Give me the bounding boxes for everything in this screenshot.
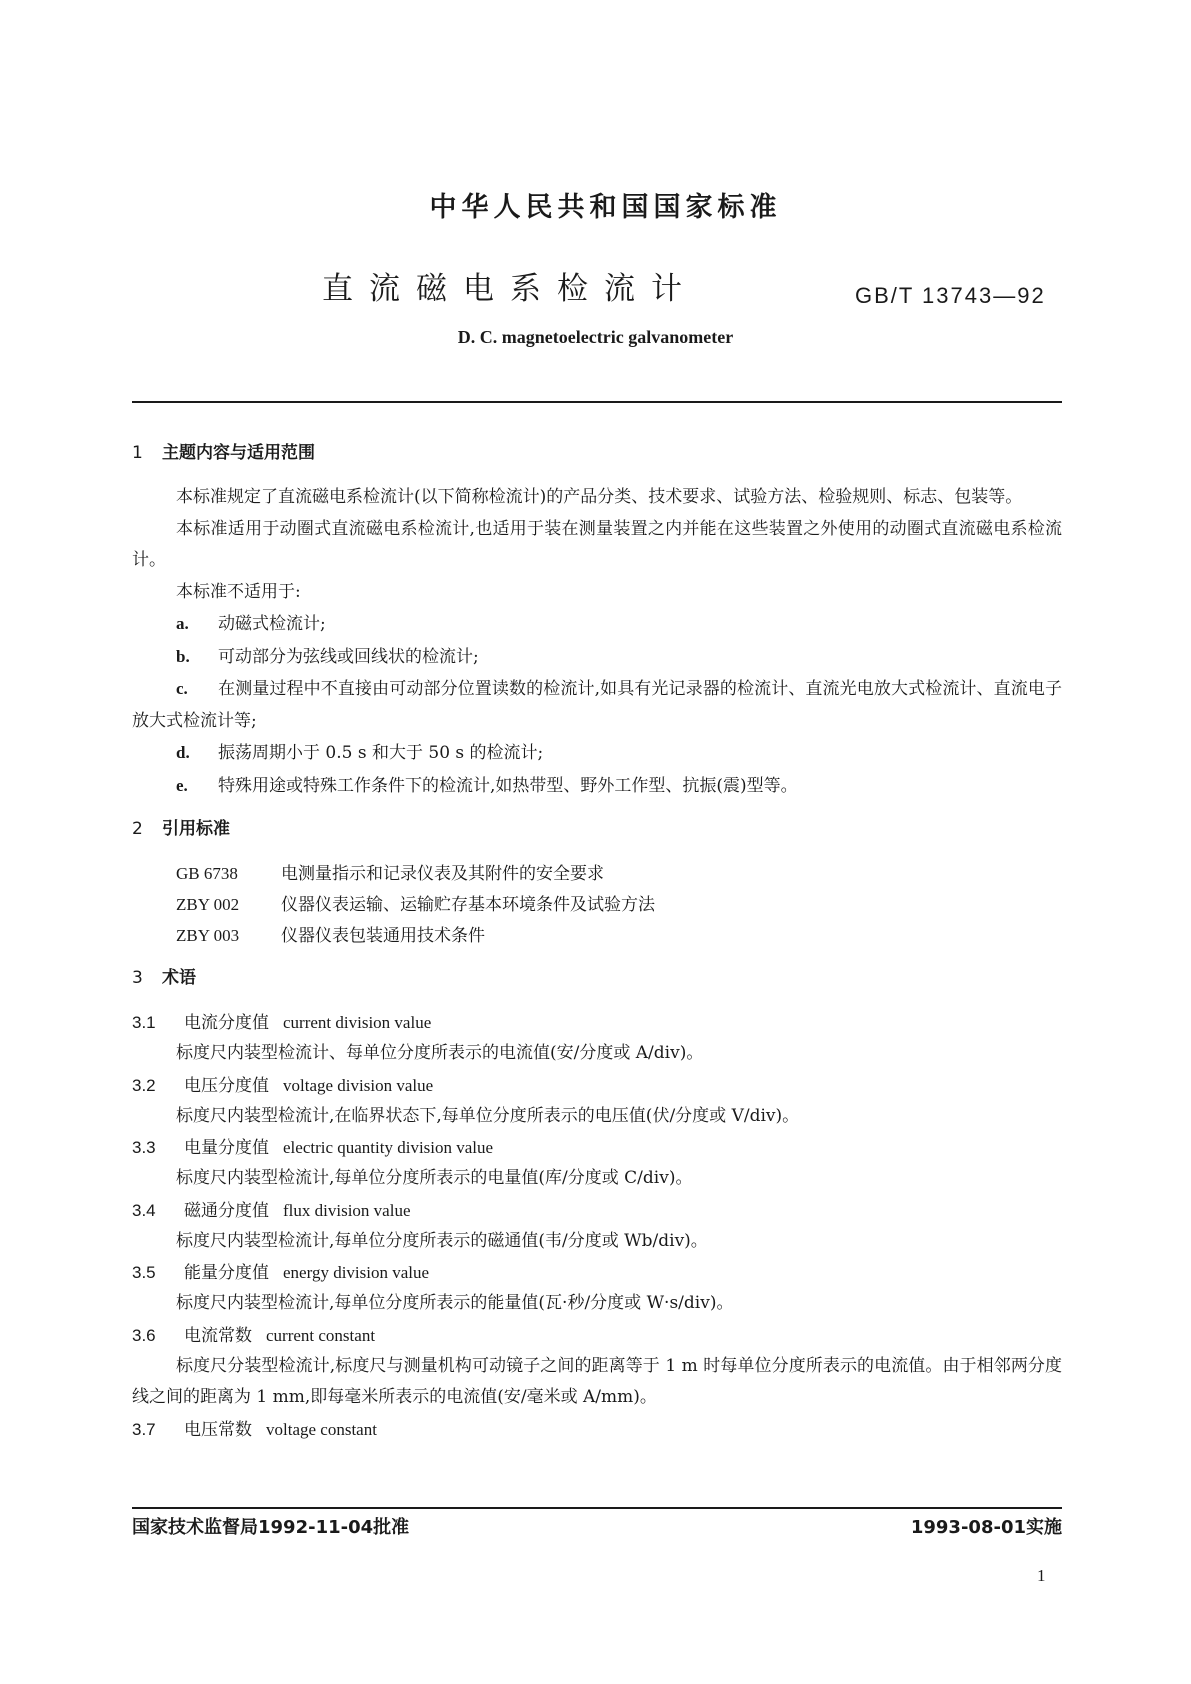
document-body: [132, 436, 1062, 1451]
section-heading: [132, 961, 1062, 995]
list-item: [132, 608, 1062, 641]
reference-code: GB 6738: [176, 864, 238, 883]
list-text: 在测量过程中不直接由可动部分位置读数的检流计,如具有光记录器的检流计、直流光电放大式检流计、直流电子放大式检流计等;: [132, 679, 1062, 731]
section-number: 2: [132, 819, 143, 839]
section-number: 3: [132, 968, 143, 988]
reference-title: 电测量指示和记录仪表及其附件的安全要求: [281, 864, 604, 884]
footer-divider: [132, 1507, 1062, 1509]
term-heading: [132, 1070, 1062, 1101]
reference-list: [176, 858, 1062, 951]
section-title: 术语: [162, 968, 196, 988]
reference-code: ZBY 003: [176, 926, 240, 945]
paragraph: 本标准不适用于:: [176, 581, 301, 602]
term-heading: [132, 1414, 1062, 1445]
term-definition: 标度尺内装型检流计,每单位分度所表示的电量值(库/分度或 C/div)。: [176, 1168, 693, 1188]
term-definition: 标度尺内装型检流计,每单位分度所表示的能量值(瓦·秒/分度或 W·s/div)。: [176, 1293, 734, 1313]
term-definition: 标度尺内装型检流计,在临界状态下,每单位分度所表示的电压值(伏/分度或 V/div)。: [176, 1105, 800, 1126]
page-number: 1: [1037, 1566, 1046, 1585]
term-cn: 电压分度值: [184, 1075, 269, 1096]
section-heading: [132, 812, 1062, 846]
list-label: a.: [176, 614, 189, 633]
list-item: [132, 641, 1062, 674]
list-label: e.: [176, 775, 188, 795]
reference-title: 仪器仪表包装通用技术条件: [281, 926, 485, 946]
reference-item: [176, 920, 1062, 951]
list-item: [132, 770, 1062, 803]
term-cn: 电压常数: [184, 1419, 252, 1440]
paragraph: 本标准规定了直流磁电系检流计(以下简称检流计)的产品分类、技术要求、试验方法、检验规则、标志、包装等。: [176, 487, 1023, 507]
term-definition: 标度尺内装型检流计,每单位分度所表示的磁通值(韦/分度或 Wb/div)。: [176, 1230, 708, 1251]
term-number: 3.4: [132, 1200, 156, 1220]
section-3: [132, 961, 1062, 1445]
list-text: 动磁式检流计;: [218, 614, 326, 634]
term-heading: [132, 1132, 1062, 1163]
list-label: d.: [176, 743, 190, 762]
implementation-date: 1993-08-01实施: [910, 1517, 1062, 1538]
paragraph: 本标准适用于动圈式直流磁电系检流计,也适用于装在测量装置之内并能在这些装置之外使用的动圈式直流磁电系检流计。: [132, 518, 1062, 570]
standard-title-cn: 直流磁电系检流计: [322, 271, 698, 307]
section-number: 1: [132, 443, 143, 463]
term-en: voltage division value: [283, 1075, 434, 1095]
section-title: 主题内容与适用范围: [162, 443, 315, 463]
term-en: voltage constant: [266, 1419, 377, 1439]
reference-title: 仪器仪表运输、运输贮存基本环境条件及试验方法: [281, 895, 655, 915]
section-title: 引用标准: [162, 819, 230, 839]
term-heading: [132, 1257, 1062, 1288]
term-number: 3.2: [132, 1075, 156, 1095]
term-en: energy division value: [283, 1263, 430, 1282]
list-text: 特殊用途或特殊工作条件下的检流计,如热带型、野外工作型、抗振(震)型等。: [218, 775, 798, 796]
term-en: current constant: [266, 1325, 376, 1345]
term-cn: 磁通分度值: [184, 1200, 269, 1221]
term-en: flux division value: [283, 1200, 411, 1220]
term-cn: 电流分度值: [184, 1013, 269, 1033]
header-divider: [132, 401, 1062, 403]
reference-item: [176, 889, 1062, 920]
reference-code: ZBY 002: [176, 895, 240, 914]
standard-number: GB/T 13743—92: [855, 283, 1046, 308]
standard-title-en: D. C. magnetoelectric galvanometer: [457, 327, 734, 347]
term-en: electric quantity division value: [283, 1138, 494, 1157]
term-definition: 标度尺内装型检流计、每单位分度所表示的电流值(安/分度或 A/div)。: [176, 1043, 704, 1063]
term-heading: [132, 1195, 1062, 1226]
term-cn: 电流常数: [184, 1325, 252, 1346]
approval-date: 国家技术监督局1992-11-04批准: [132, 1517, 410, 1538]
list-label: c.: [176, 679, 188, 698]
term-number: 3.1: [132, 1013, 156, 1032]
list-label: b.: [176, 646, 190, 666]
term-number: 3.5: [132, 1263, 156, 1282]
list-text: 振荡周期小于 0.5 s 和大于 50 s 的检流计;: [218, 743, 544, 763]
term-heading: [132, 1007, 1062, 1038]
national-standard-heading: 中华人民共和国国家标准: [429, 192, 782, 223]
section-heading: [132, 436, 1062, 470]
term-cn: 能量分度值: [184, 1263, 269, 1283]
section-1: [132, 436, 1062, 802]
term-heading: [132, 1320, 1062, 1351]
term-number: 3.7: [132, 1419, 156, 1439]
term-definition: 标度尺分装型检流计,标度尺与测量机构可动镜子之间的距离等于 1 m 时每单位分度所表示的电流值。由于相邻两分度线之间的距离为 1 mm,即每毫米所表示的电流值(安/毫米或 A/mm)。: [132, 1355, 1062, 1407]
term-en: current division value: [283, 1013, 432, 1032]
list-text: 可动部分为弦线或回线状的检流计;: [218, 646, 479, 667]
list-item: [132, 673, 1062, 737]
section-2: [132, 812, 1062, 951]
reference-item: [176, 858, 1062, 889]
term-number: 3.3: [132, 1138, 156, 1157]
term-cn: 电量分度值: [184, 1138, 269, 1158]
list-item: [132, 737, 1062, 770]
term-number: 3.6: [132, 1325, 156, 1345]
